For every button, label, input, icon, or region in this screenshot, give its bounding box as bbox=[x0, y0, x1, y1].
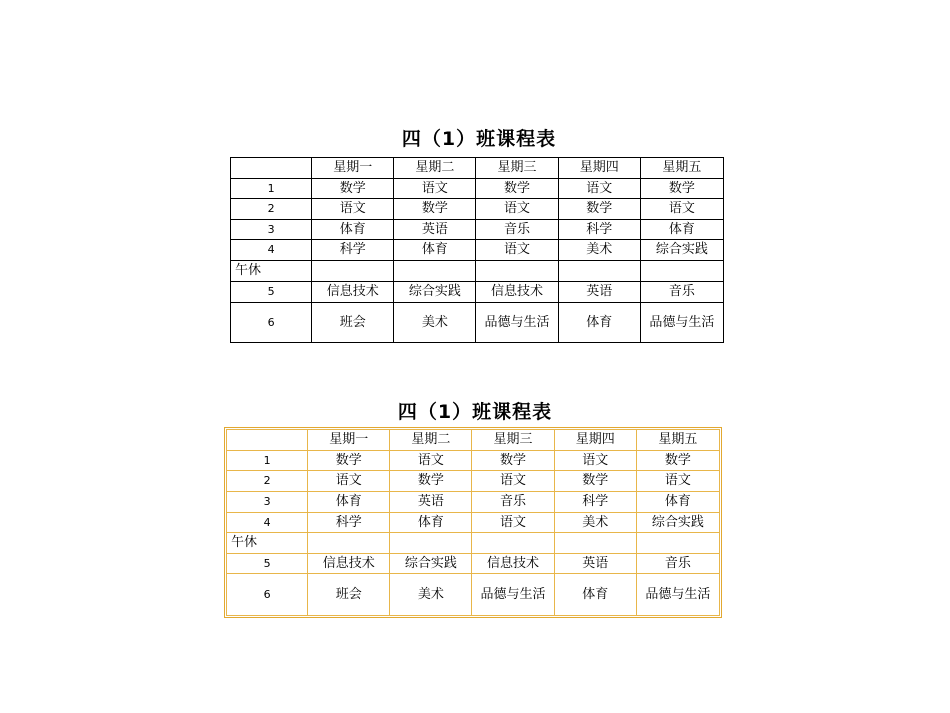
subject-cell bbox=[390, 533, 472, 554]
subject-cell: 数学 bbox=[558, 199, 640, 220]
period-label: 6 bbox=[227, 574, 308, 616]
subject-cell: 语文 bbox=[312, 199, 394, 220]
subject-cell: 数学 bbox=[390, 471, 472, 492]
corner-cell bbox=[227, 430, 308, 451]
subject-cell: 语文 bbox=[394, 179, 476, 199]
day-header: 星期四 bbox=[554, 430, 636, 451]
subject-cell: 科学 bbox=[308, 513, 390, 533]
period-label: 3 bbox=[227, 492, 308, 513]
period-label: 4 bbox=[227, 513, 308, 533]
subject-cell: 品德与生活 bbox=[476, 303, 558, 343]
subject-cell: 美术 bbox=[394, 303, 476, 343]
subject-cell: 信息技术 bbox=[472, 554, 554, 574]
subject-cell: 科学 bbox=[554, 492, 636, 513]
period-label: 1 bbox=[227, 451, 308, 471]
table-row bbox=[227, 554, 720, 574]
subject-cell bbox=[472, 533, 554, 554]
timetable-title: 四（1）班课程表 bbox=[401, 128, 557, 150]
subject-cell: 音乐 bbox=[640, 282, 723, 303]
subject-cell: 语文 bbox=[558, 179, 640, 199]
subject-cell: 数学 bbox=[394, 199, 476, 220]
subject-cell: 美术 bbox=[554, 513, 636, 533]
subject-cell: 信息技术 bbox=[312, 282, 394, 303]
subject-cell: 语文 bbox=[472, 513, 554, 533]
subject-cell bbox=[308, 533, 390, 554]
table-row bbox=[231, 179, 724, 199]
subject-cell: 信息技术 bbox=[308, 554, 390, 574]
subject-cell: 品德与生活 bbox=[640, 303, 723, 343]
subject-cell: 体育 bbox=[308, 492, 390, 513]
period-label: 午休 bbox=[231, 261, 312, 282]
subject-cell: 体育 bbox=[394, 240, 476, 261]
table-row bbox=[227, 471, 720, 492]
header-row bbox=[227, 430, 720, 451]
period-label: 3 bbox=[231, 220, 312, 240]
subject-cell: 数学 bbox=[636, 451, 719, 471]
day-header: 星期一 bbox=[312, 158, 394, 179]
subject-cell: 英语 bbox=[558, 282, 640, 303]
period-label: 1 bbox=[231, 179, 312, 199]
subject-cell: 班会 bbox=[308, 574, 390, 616]
subject-cell: 语文 bbox=[390, 451, 472, 471]
day-header: 星期四 bbox=[558, 158, 640, 179]
timetable-plain bbox=[230, 157, 724, 343]
subject-cell bbox=[558, 261, 640, 282]
subject-cell: 综合实践 bbox=[390, 554, 472, 574]
subject-cell: 数学 bbox=[308, 451, 390, 471]
subject-cell: 综合实践 bbox=[394, 282, 476, 303]
subject-cell: 数学 bbox=[472, 451, 554, 471]
timetable-title: 四（1）班课程表 bbox=[397, 401, 553, 423]
table-row bbox=[231, 282, 724, 303]
period-label: 5 bbox=[227, 554, 308, 574]
subject-cell: 体育 bbox=[312, 220, 394, 240]
subject-cell bbox=[394, 261, 476, 282]
day-header: 星期三 bbox=[476, 158, 558, 179]
table-row bbox=[231, 303, 724, 343]
subject-cell: 音乐 bbox=[476, 220, 558, 240]
table-row bbox=[231, 199, 724, 220]
subject-cell bbox=[640, 261, 723, 282]
day-header: 星期二 bbox=[390, 430, 472, 451]
subject-cell: 综合实践 bbox=[640, 240, 723, 261]
table-row bbox=[231, 240, 724, 261]
day-header: 星期一 bbox=[308, 430, 390, 451]
subject-cell: 体育 bbox=[640, 220, 723, 240]
corner-cell bbox=[231, 158, 312, 179]
subject-cell: 体育 bbox=[636, 492, 719, 513]
subject-cell: 美术 bbox=[390, 574, 472, 616]
subject-cell: 班会 bbox=[312, 303, 394, 343]
subject-cell: 语文 bbox=[636, 471, 719, 492]
subject-cell: 语文 bbox=[472, 471, 554, 492]
subject-cell bbox=[312, 261, 394, 282]
day-header: 星期三 bbox=[472, 430, 554, 451]
header-row bbox=[231, 158, 724, 179]
subject-cell: 体育 bbox=[390, 513, 472, 533]
subject-cell: 数学 bbox=[312, 179, 394, 199]
subject-cell: 英语 bbox=[394, 220, 476, 240]
day-header: 星期二 bbox=[394, 158, 476, 179]
subject-cell: 英语 bbox=[390, 492, 472, 513]
subject-cell: 品德与生活 bbox=[472, 574, 554, 616]
table-row bbox=[227, 451, 720, 471]
subject-cell: 数学 bbox=[554, 471, 636, 492]
period-label: 4 bbox=[231, 240, 312, 261]
day-header: 星期五 bbox=[636, 430, 719, 451]
timetable-styled bbox=[226, 429, 720, 616]
subject-cell: 音乐 bbox=[636, 554, 719, 574]
table-row bbox=[231, 220, 724, 240]
table-row bbox=[227, 574, 720, 616]
subject-cell: 数学 bbox=[640, 179, 723, 199]
subject-cell: 信息技术 bbox=[476, 282, 558, 303]
period-label: 午休 bbox=[227, 533, 308, 554]
subject-cell: 综合实践 bbox=[636, 513, 719, 533]
period-label: 5 bbox=[231, 282, 312, 303]
subject-cell: 英语 bbox=[554, 554, 636, 574]
subject-cell: 语文 bbox=[476, 240, 558, 261]
table-row bbox=[227, 513, 720, 533]
subject-cell bbox=[636, 533, 719, 554]
subject-cell: 语文 bbox=[554, 451, 636, 471]
subject-cell: 音乐 bbox=[472, 492, 554, 513]
subject-cell: 美术 bbox=[558, 240, 640, 261]
period-label: 2 bbox=[231, 199, 312, 220]
subject-cell: 科学 bbox=[312, 240, 394, 261]
subject-cell: 科学 bbox=[558, 220, 640, 240]
subject-cell: 体育 bbox=[558, 303, 640, 343]
day-header: 星期五 bbox=[640, 158, 723, 179]
subject-cell: 语文 bbox=[308, 471, 390, 492]
table-row bbox=[231, 261, 724, 282]
subject-cell: 语文 bbox=[640, 199, 723, 220]
subject-cell: 品德与生活 bbox=[636, 574, 719, 616]
period-label: 6 bbox=[231, 303, 312, 343]
subject-cell: 语文 bbox=[476, 199, 558, 220]
subject-cell bbox=[476, 261, 558, 282]
period-label: 2 bbox=[227, 471, 308, 492]
table-row bbox=[227, 492, 720, 513]
table-row bbox=[227, 533, 720, 554]
subject-cell bbox=[554, 533, 636, 554]
subject-cell: 数学 bbox=[476, 179, 558, 199]
subject-cell: 体育 bbox=[554, 574, 636, 616]
